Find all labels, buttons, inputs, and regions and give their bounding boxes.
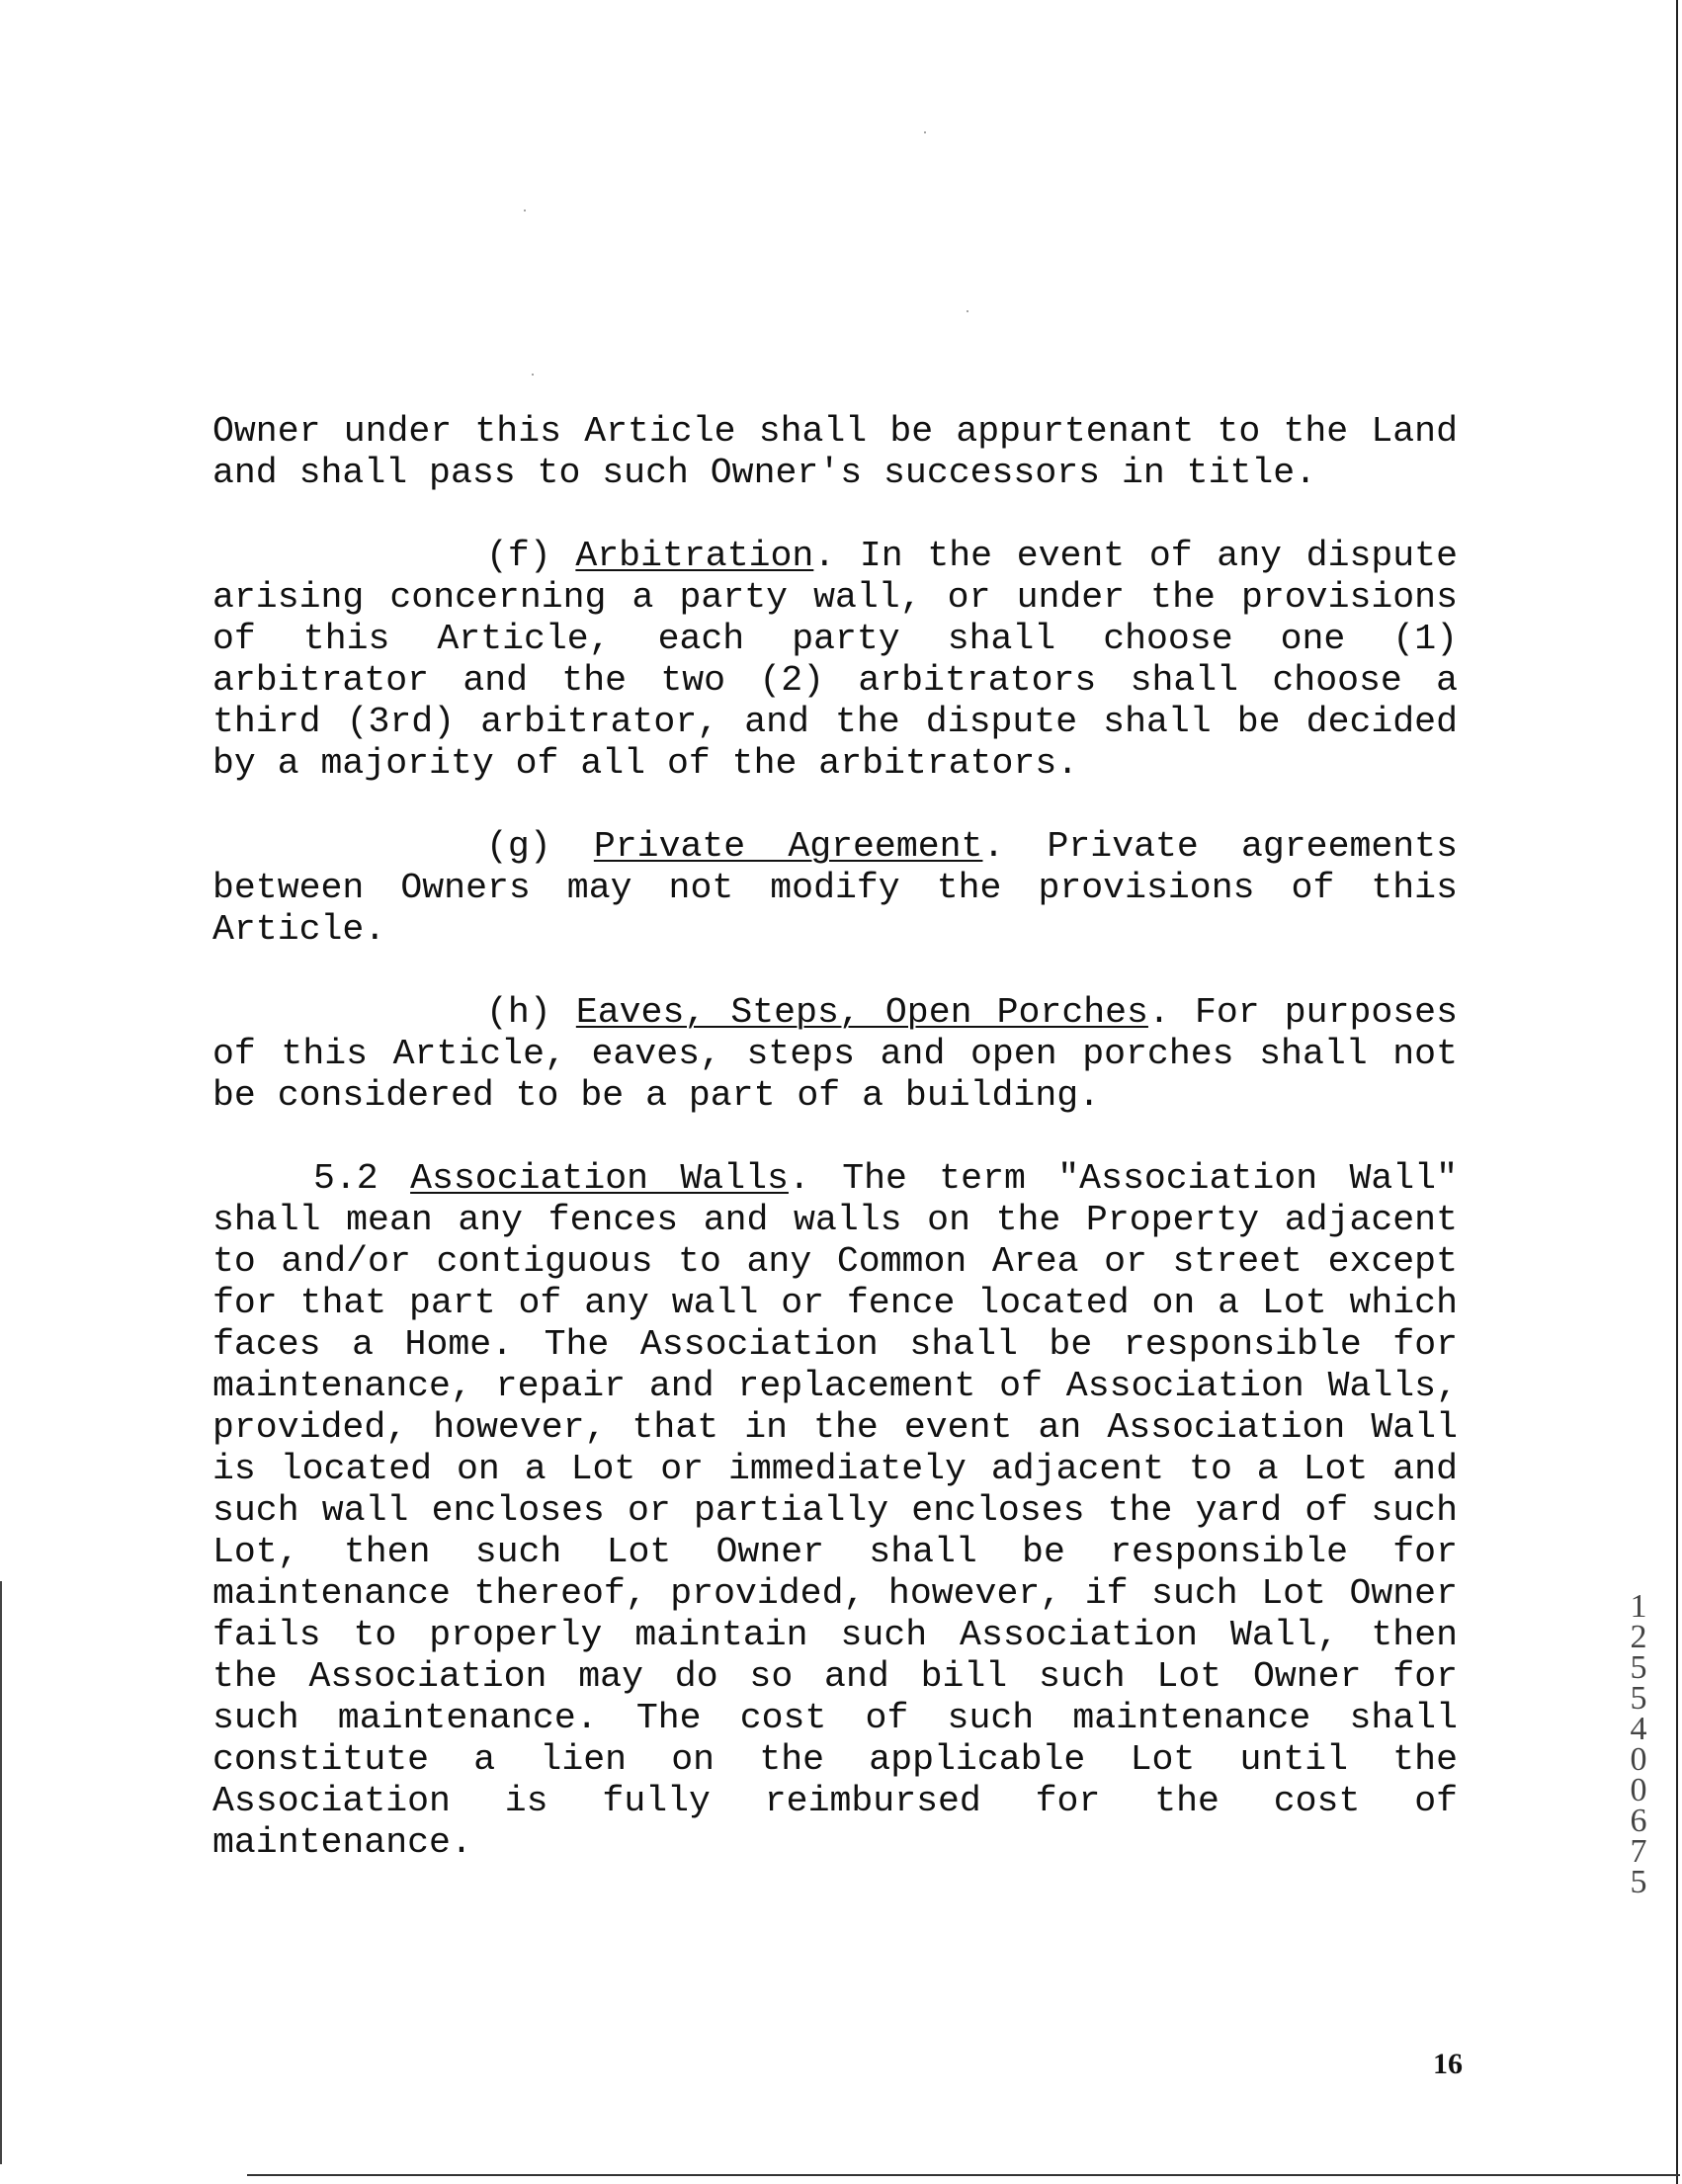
page-right-border xyxy=(1676,0,1678,2184)
recording-stamp: 12554 00675 xyxy=(1630,1588,1655,1900)
paragraph-marker: (g) xyxy=(486,826,551,867)
page-number: 16 xyxy=(1433,2048,1463,2080)
paragraph-heading: Eaves, Steps, Open Porches xyxy=(575,992,1148,1033)
paragraph-g-private-agreement xyxy=(212,826,1458,951)
paragraph-heading: Private Agreement xyxy=(593,826,983,867)
paragraph-marker: (h) xyxy=(486,992,551,1033)
paragraph-heading: Arbitration xyxy=(575,536,814,576)
scan-speck xyxy=(524,210,526,211)
paragraph-continued xyxy=(212,411,1458,494)
paragraph-text: Owner under this Article shall be appurtenant to the Land and shall pass to such Owner's successors in title. xyxy=(212,411,1458,493)
paragraph-text: . Private agreements between Owners may not modify the provisions of this Article. xyxy=(212,826,1458,950)
document-body xyxy=(212,411,1458,1864)
scan-speck xyxy=(924,131,926,133)
page-bottom-scan-edge xyxy=(247,2174,1680,2176)
section-number: 5.2 xyxy=(313,1158,378,1199)
paragraph-text: . In the event of any dispute arising concerning a party wall, or under the provisions of this Article, each party shall choose one (1) arbitrator and the two (2) arbitrators shall choose a third (3rd) arbitrator, and the dispute shall be decided by a majority of all of the arbitrators. xyxy=(212,536,1458,784)
paragraph-text: . The term "Association Wall" shall mean any fences and walls on the Property adjacent to and/or contiguous to any Common Area or street except for that part of any wall or fence located on a Lot which faces a Home. The Association shall be responsible for maintenance, repair and replacement of Association Walls, provided, however, that in the event an Association Wall is located on a Lot or immediately adjacent to a Lot and such wall encloses or partially encloses the yard of such Lot, then such Lot Owner shall be responsible for maintenance thereof, provided, however, if such Lot Owner fails to properly maintain such Association Wall, then the Association may do so and bill such Lot Owner for such maintenance. The cost of such maintenance shall constitute a lien on the applicable Lot until the Association is fully reimbursed for the cost of maintenance. xyxy=(212,1158,1458,1863)
scan-speck xyxy=(967,310,968,312)
paragraph-f-arbitration xyxy=(212,536,1458,785)
page-left-scan-edge xyxy=(0,1581,2,2164)
paragraph-marker: (f) xyxy=(486,536,551,576)
section-5-2-association-walls xyxy=(212,1158,1458,1864)
section-heading: Association Walls xyxy=(410,1158,789,1199)
paragraph-h-eaves-steps-porches xyxy=(212,992,1458,1117)
paragraph-text: . For purposes of this Article, eaves, steps and open porches shall not be considered to be a part of a building. xyxy=(212,992,1458,1116)
scan-speck xyxy=(532,374,534,376)
